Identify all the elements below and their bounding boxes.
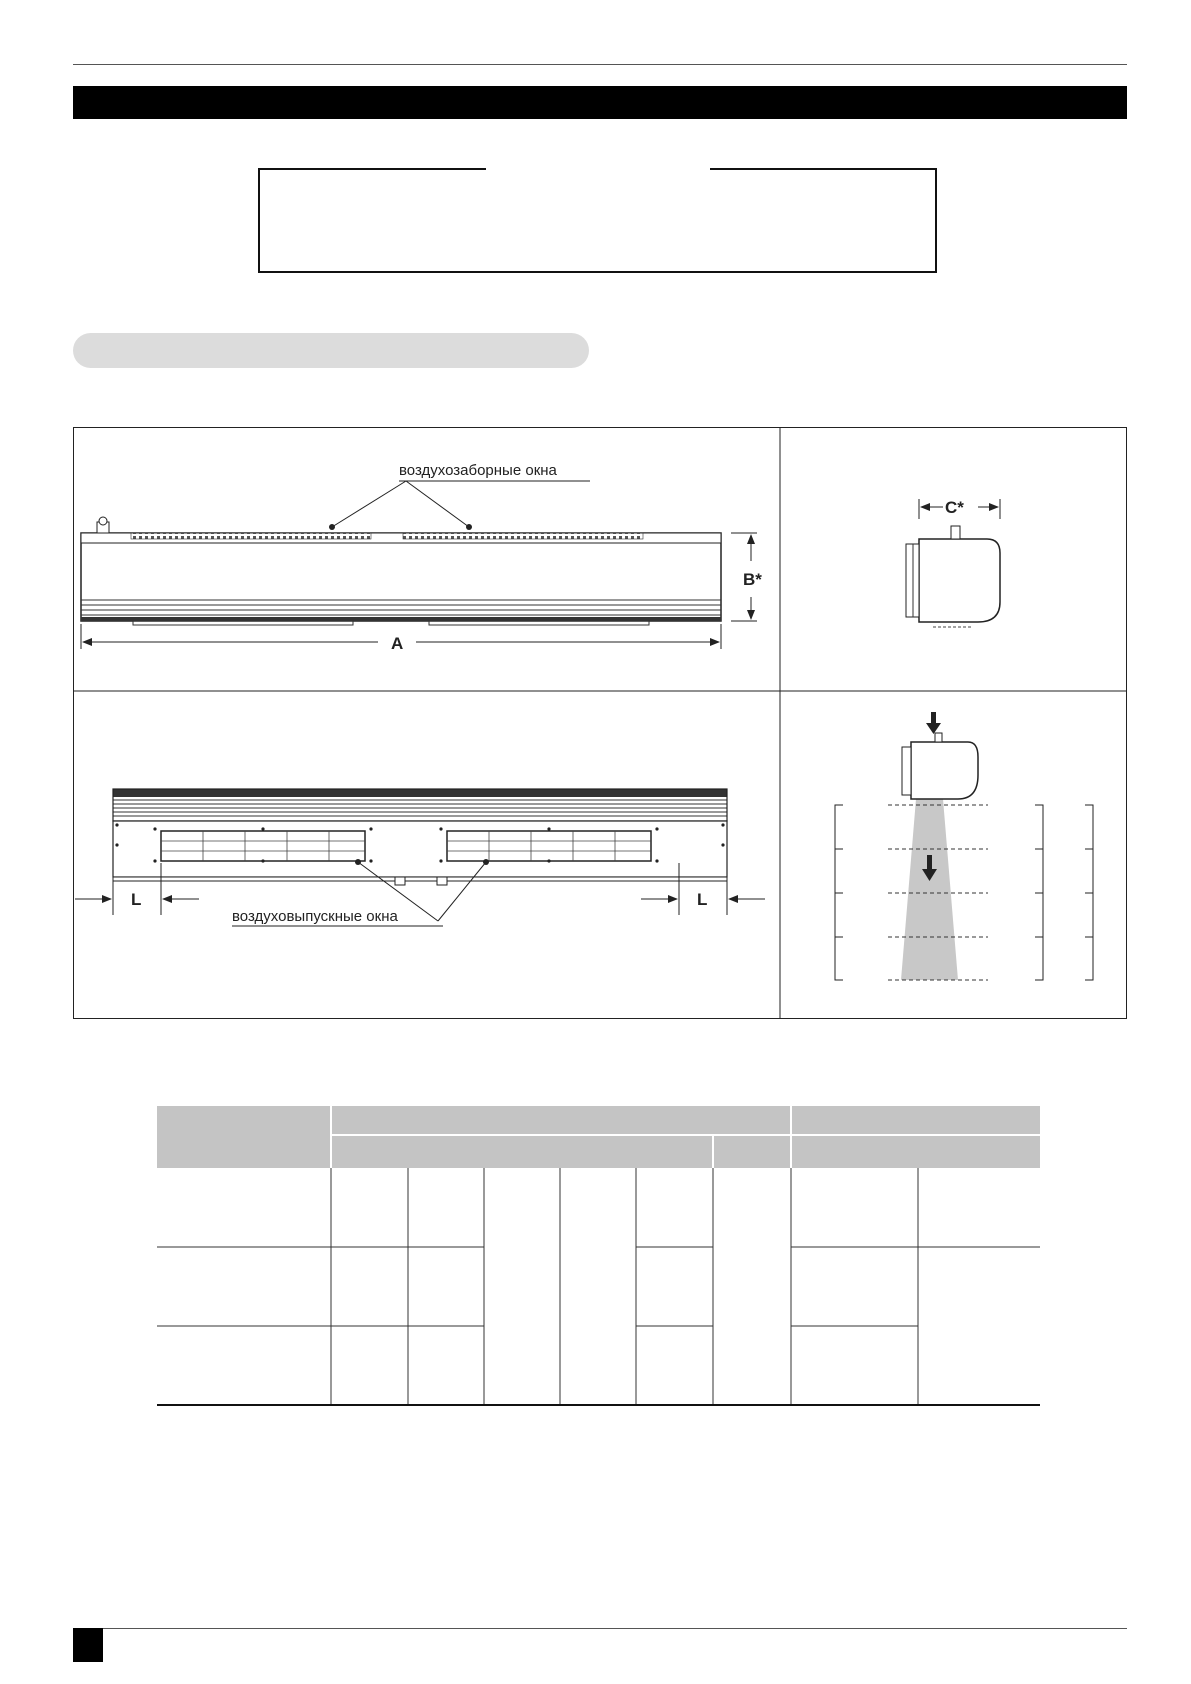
svg-text:L: L bbox=[131, 890, 142, 909]
front-view bbox=[81, 517, 721, 625]
svg-text:воздуховыпускные окна: воздуховыпускные окна bbox=[232, 908, 398, 925]
notice-box bbox=[258, 168, 937, 273]
dimension-b bbox=[731, 533, 762, 621]
dimension-a bbox=[81, 624, 721, 653]
bottom-view bbox=[113, 789, 727, 885]
page-number-tab bbox=[73, 1628, 103, 1662]
dimension-c bbox=[919, 498, 1000, 519]
airflow-view bbox=[835, 712, 1093, 980]
dimension-drawing bbox=[73, 427, 1127, 1019]
svg-text:C*: C* bbox=[945, 498, 964, 517]
intake-callout bbox=[329, 462, 590, 530]
footer-rule bbox=[73, 1628, 1127, 1629]
svg-text:A: A bbox=[391, 634, 404, 653]
subsection-heading-pill bbox=[73, 333, 589, 368]
svg-text:B*: B* bbox=[743, 570, 762, 589]
side-view bbox=[906, 526, 1000, 627]
notice-box-title-gap bbox=[486, 164, 710, 174]
header-rule bbox=[73, 64, 1127, 65]
specification-table bbox=[157, 1106, 1040, 1406]
section-title-bar bbox=[73, 86, 1127, 119]
svg-text:L: L bbox=[697, 890, 708, 909]
svg-text:воздухозаборные окна: воздухозаборные окна bbox=[399, 462, 557, 479]
